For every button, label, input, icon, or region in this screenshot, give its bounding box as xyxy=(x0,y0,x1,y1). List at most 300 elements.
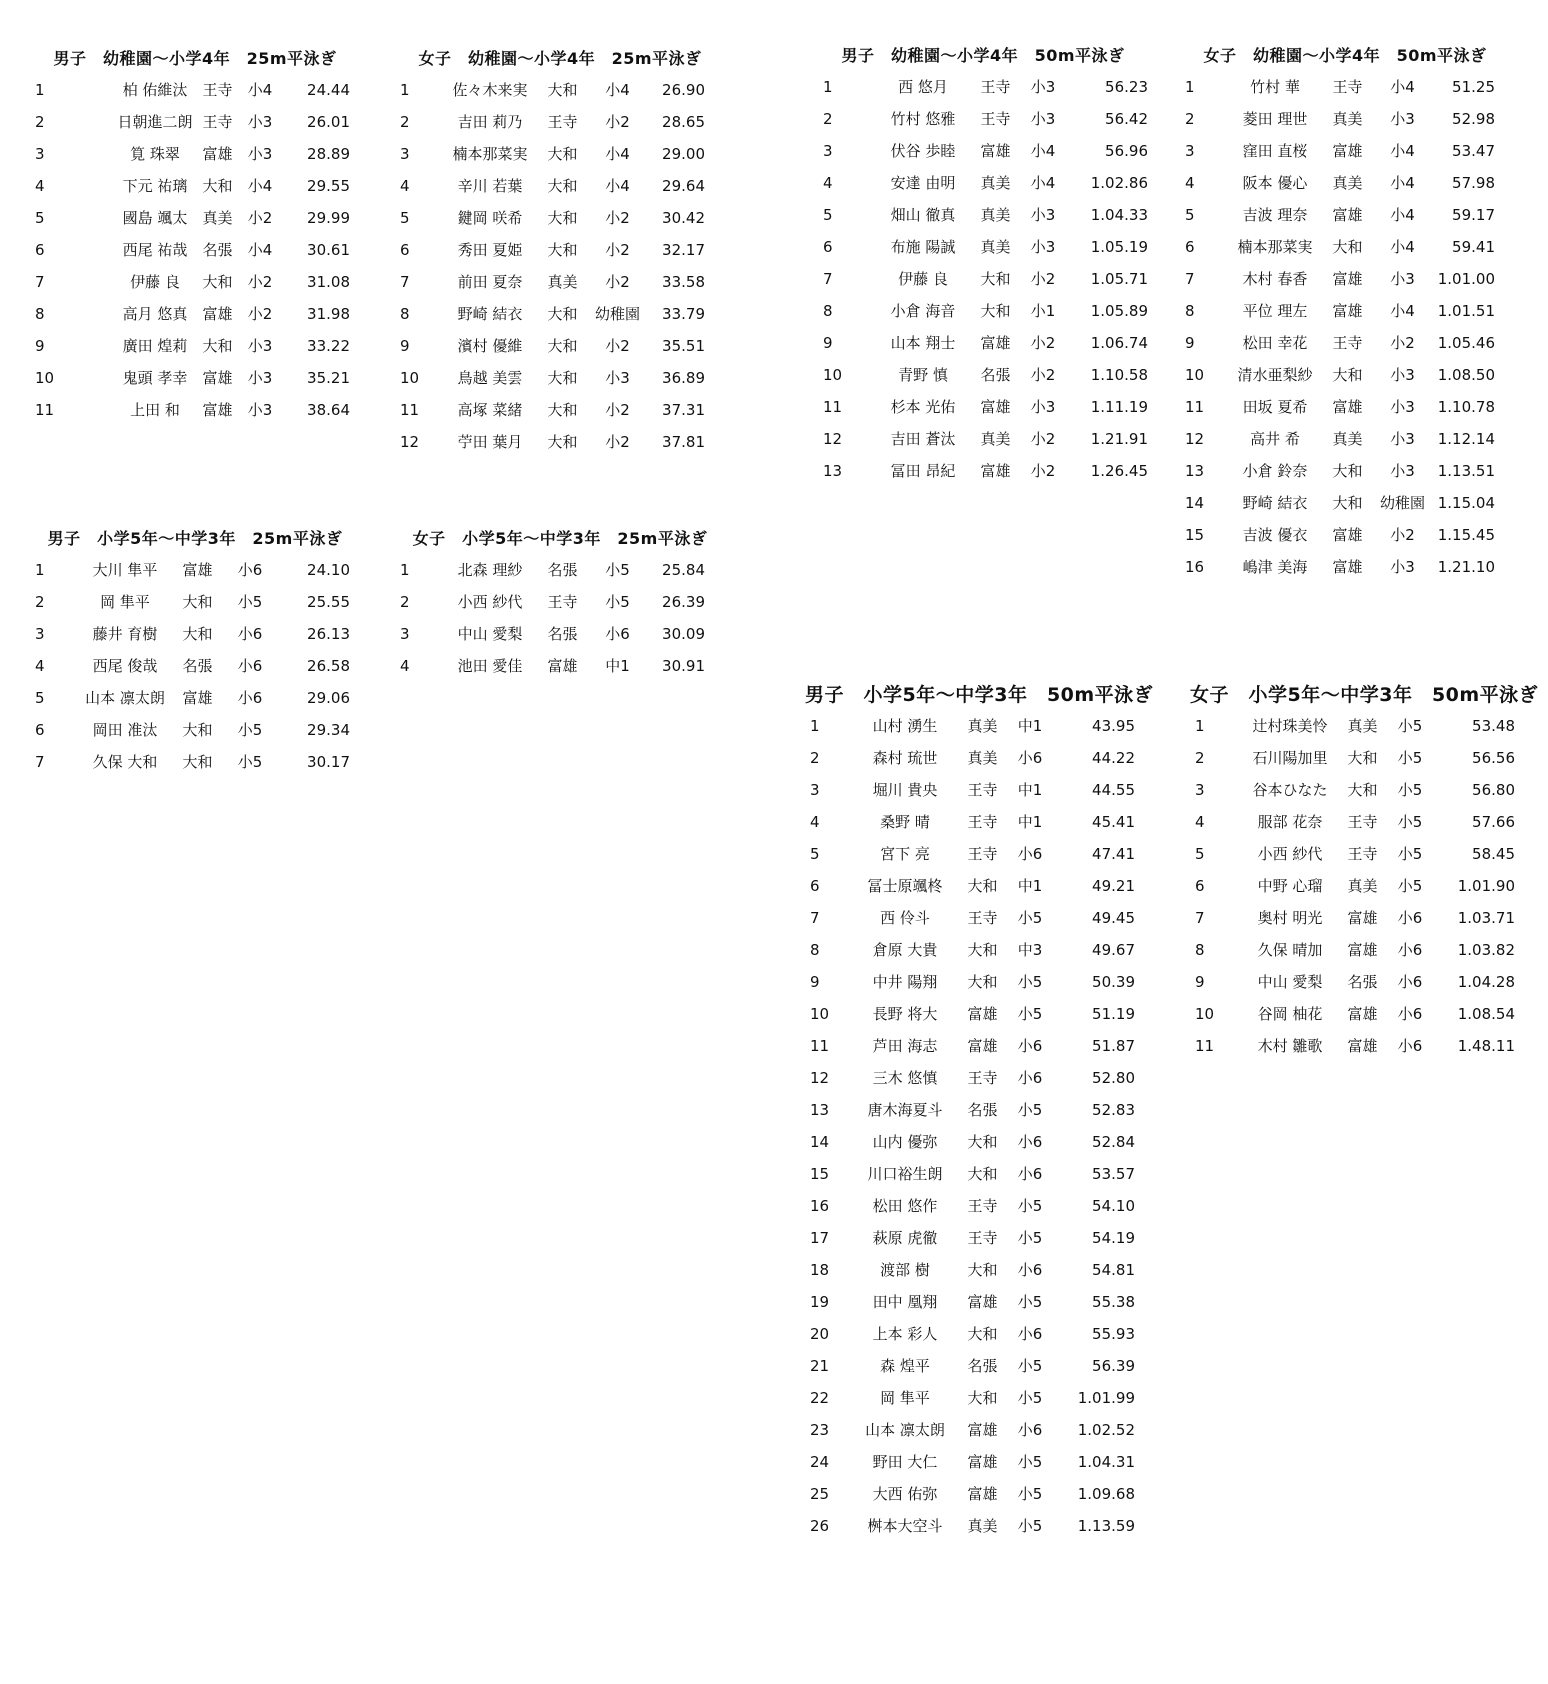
result-time: 29.64 xyxy=(662,177,705,195)
swimmer-name: 谷岡 柚花 xyxy=(1257,1005,1323,1023)
table-row xyxy=(818,455,1148,487)
rank-cell: 15 xyxy=(1185,526,1205,544)
team-name: 大和 xyxy=(182,721,213,739)
table-row xyxy=(805,1446,1135,1478)
result-time: 37.31 xyxy=(662,401,705,419)
result-time: 1.15.45 xyxy=(1437,526,1495,544)
table-row xyxy=(30,202,360,234)
table-row xyxy=(30,138,360,170)
result-time: 25.84 xyxy=(662,561,705,579)
team-name: 真美 xyxy=(980,238,1011,256)
rank-cell: 26 xyxy=(810,1517,830,1535)
table-row xyxy=(805,1286,1135,1318)
result-time: 36.89 xyxy=(662,369,705,387)
result-time: 31.98 xyxy=(307,305,350,323)
swimmer-name: 阪本 優心 xyxy=(1242,174,1308,192)
table-row xyxy=(818,263,1148,295)
swimmer-name: 伏谷 歩睦 xyxy=(890,142,956,160)
swimmer-name: 西 悠月 xyxy=(898,78,948,96)
team-name: 王寺 xyxy=(967,781,998,799)
team-name: 名張 xyxy=(967,1101,998,1119)
team-name: 王寺 xyxy=(1332,78,1363,96)
rank-cell: 5 xyxy=(810,845,820,863)
rank-cell: 9 xyxy=(1185,334,1195,352)
grade-cell: 小5 xyxy=(1017,1197,1043,1215)
swimmer-name: 小倉 鈴奈 xyxy=(1242,462,1308,480)
results-table-girls-k4-50m xyxy=(1180,41,1510,583)
result-time: 53.57 xyxy=(1092,1165,1135,1183)
result-time: 29.00 xyxy=(662,145,705,163)
grade-cell: 小6 xyxy=(1397,1005,1423,1023)
table-row xyxy=(30,714,360,746)
results-table-girls-5j3-50m xyxy=(1190,680,1539,1062)
result-time: 32.17 xyxy=(662,241,705,259)
swimmer-name: 小西 紗代 xyxy=(457,593,523,611)
result-time: 30.42 xyxy=(662,209,705,227)
result-time: 52.83 xyxy=(1092,1101,1135,1119)
result-time: 56.23 xyxy=(1105,78,1148,96)
grade-cell: 小6 xyxy=(1397,1037,1423,1055)
swimmer-name: 安達 由明 xyxy=(890,174,956,192)
table-row xyxy=(805,902,1135,934)
swimmer-name: 大西 佑弥 xyxy=(872,1485,938,1503)
grade-cell: 小2 xyxy=(1030,366,1056,384)
swimmer-name: 筧 珠翠 xyxy=(130,145,180,163)
result-time: 1.02.86 xyxy=(1090,174,1148,192)
swimmer-name: 堀川 貴央 xyxy=(872,781,938,799)
table-row xyxy=(805,774,1135,806)
table-row xyxy=(805,1318,1135,1350)
grade-cell: 小6 xyxy=(237,689,263,707)
table-row xyxy=(30,746,360,778)
result-time: 1.04.31 xyxy=(1077,1453,1135,1471)
grade-cell: 中1 xyxy=(1017,781,1043,799)
result-time: 52.84 xyxy=(1092,1133,1135,1151)
team-name: 大和 xyxy=(967,1165,998,1183)
grade-cell: 小2 xyxy=(605,113,630,131)
result-time: 45.41 xyxy=(1092,813,1135,831)
grade-cell: 小4 xyxy=(247,177,273,195)
swimmer-name: 青野 慎 xyxy=(898,366,948,384)
result-time: 33.58 xyxy=(662,273,705,291)
results-table-girls-k4-25m xyxy=(395,44,725,458)
grade-cell: 小6 xyxy=(1397,941,1423,959)
table-rows xyxy=(30,74,360,426)
swimmer-name: 冨士原颯柊 xyxy=(867,877,943,895)
team-name: 大和 xyxy=(182,753,213,771)
table-row xyxy=(1180,231,1510,263)
rank-cell: 5 xyxy=(35,209,45,227)
grade-cell: 小5 xyxy=(1017,1357,1043,1375)
result-time: 30.91 xyxy=(662,657,705,675)
team-name: 大和 xyxy=(202,177,233,195)
swimmer-name: 畑山 徹真 xyxy=(890,206,956,224)
result-time: 54.10 xyxy=(1092,1197,1135,1215)
result-time: 52.98 xyxy=(1452,110,1495,128)
team-name: 名張 xyxy=(980,366,1011,384)
result-time: 59.41 xyxy=(1452,238,1495,256)
table-row xyxy=(805,1190,1135,1222)
swimmer-name: 菱田 理世 xyxy=(1242,110,1308,128)
swimmer-name: 濱村 優維 xyxy=(457,337,523,355)
table-row xyxy=(805,998,1135,1030)
swimmer-name: 伊藤 良 xyxy=(898,270,948,288)
swimmer-name: 竹村 華 xyxy=(1250,78,1300,96)
grade-cell: 小4 xyxy=(1390,78,1415,96)
table-rows xyxy=(1180,71,1510,583)
table-row xyxy=(30,298,360,330)
table-row xyxy=(395,106,725,138)
table-row xyxy=(818,103,1148,135)
swimmer-name: 清水亜梨紗 xyxy=(1237,366,1313,384)
swimmer-name: 竹村 悠雅 xyxy=(890,110,956,128)
rank-cell: 9 xyxy=(810,973,820,991)
grade-cell: 小3 xyxy=(247,145,273,163)
table-row xyxy=(30,266,360,298)
table-row xyxy=(805,1254,1135,1286)
team-name: 王寺 xyxy=(1332,334,1363,352)
rank-cell: 4 xyxy=(823,174,833,192)
team-name: 真美 xyxy=(547,273,578,291)
grade-cell: 小5 xyxy=(1017,1229,1043,1247)
table-row xyxy=(818,135,1148,167)
grade-cell: 小6 xyxy=(1017,749,1043,767)
table-row xyxy=(805,1510,1135,1542)
table-row xyxy=(1180,455,1510,487)
team-name: 王寺 xyxy=(967,1229,998,1247)
result-time: 1.02.52 xyxy=(1077,1421,1135,1439)
table-rows xyxy=(818,71,1148,487)
table-row xyxy=(30,106,360,138)
result-time: 1.13.51 xyxy=(1437,462,1495,480)
swimmer-name: 大川 隼平 xyxy=(92,561,158,579)
table-row xyxy=(1180,519,1510,551)
swimmer-name: 平位 理左 xyxy=(1242,302,1308,320)
grade-cell: 中1 xyxy=(1017,717,1043,735)
table-title: 女子 小学5年〜中学3年 25m平泳ぎ xyxy=(412,529,708,548)
swimmer-name: 岡 隼平 xyxy=(880,1389,930,1407)
table-row xyxy=(818,231,1148,263)
swimmer-name: 木村 春香 xyxy=(1242,270,1308,288)
swimmer-name: 岡田 准汰 xyxy=(92,721,158,739)
result-time: 29.34 xyxy=(307,721,350,739)
team-name: 大和 xyxy=(547,337,578,355)
result-time: 1.05.89 xyxy=(1090,302,1148,320)
rank-cell: 2 xyxy=(35,593,45,611)
rank-cell: 9 xyxy=(1195,973,1205,991)
table-row xyxy=(1190,806,1520,838)
team-name: 富雄 xyxy=(547,657,578,675)
grade-cell: 小5 xyxy=(1397,845,1423,863)
table-row xyxy=(818,295,1148,327)
team-name: 王寺 xyxy=(980,110,1011,128)
grade-cell: 小4 xyxy=(1390,142,1415,160)
swimmer-name: 高月 悠真 xyxy=(122,305,188,323)
table-title: 女子 小学5年〜中学3年 50m平泳ぎ xyxy=(1190,684,1539,706)
rank-cell: 1 xyxy=(35,81,45,99)
table-row xyxy=(805,1126,1135,1158)
table-row xyxy=(1190,966,1520,998)
team-name: 富雄 xyxy=(980,142,1011,160)
rank-cell: 14 xyxy=(1185,494,1205,512)
team-name: 大和 xyxy=(547,305,578,323)
rank-cell: 3 xyxy=(35,145,45,163)
grade-cell: 小2 xyxy=(605,401,630,419)
table-row xyxy=(805,1222,1135,1254)
team-name: 富雄 xyxy=(967,1293,998,1311)
swimmer-name: 藤井 育樹 xyxy=(92,625,158,643)
result-time: 1.13.59 xyxy=(1077,1517,1135,1535)
result-time: 30.17 xyxy=(307,753,350,771)
swimmer-name: 前田 夏奈 xyxy=(457,273,523,291)
grade-cell: 小6 xyxy=(1017,1133,1043,1151)
grade-cell: 小6 xyxy=(1017,1421,1043,1439)
rank-cell: 7 xyxy=(35,753,45,771)
rank-cell: 7 xyxy=(35,273,45,291)
rank-cell: 10 xyxy=(823,366,843,384)
rank-cell: 5 xyxy=(35,689,45,707)
team-name: 富雄 xyxy=(1332,302,1363,320)
rank-cell: 6 xyxy=(35,241,45,259)
swimmer-name: 鬼頭 孝幸 xyxy=(122,369,188,387)
grade-cell: 小3 xyxy=(1030,398,1056,416)
rank-cell: 20 xyxy=(810,1325,830,1343)
rank-cell: 11 xyxy=(823,398,843,416)
result-time: 1.08.54 xyxy=(1457,1005,1515,1023)
rank-cell: 10 xyxy=(1195,1005,1215,1023)
rank-cell: 23 xyxy=(810,1421,830,1439)
swimmer-name: 杉本 光佑 xyxy=(890,398,956,416)
table-row xyxy=(805,1158,1135,1190)
swimmer-name: 芦田 海志 xyxy=(872,1037,938,1055)
grade-cell: 小2 xyxy=(605,241,630,259)
rank-cell: 22 xyxy=(810,1389,830,1407)
swimmer-name: 佐々木来実 xyxy=(452,81,528,99)
table-row xyxy=(805,1062,1135,1094)
rank-cell: 3 xyxy=(400,145,410,163)
rank-cell: 1 xyxy=(810,717,820,735)
swimmer-name: 吉田 莉乃 xyxy=(457,113,523,131)
result-time: 30.09 xyxy=(662,625,705,643)
result-time: 51.25 xyxy=(1452,78,1495,96)
table-row xyxy=(805,1094,1135,1126)
team-name: 富雄 xyxy=(967,1037,998,1055)
result-time: 29.55 xyxy=(307,177,350,195)
team-name: 真美 xyxy=(967,749,998,767)
table-title: 女子 幼稚園〜小学4年 25m平泳ぎ xyxy=(418,49,702,68)
team-name: 富雄 xyxy=(182,561,213,579)
table-row xyxy=(805,1414,1135,1446)
result-time: 51.87 xyxy=(1092,1037,1135,1055)
grade-cell: 小2 xyxy=(1030,334,1056,352)
swimmer-name: 吉波 理奈 xyxy=(1242,206,1308,224)
team-name: 大和 xyxy=(547,177,578,195)
rank-cell: 3 xyxy=(823,142,833,160)
grade-cell: 幼稚園 xyxy=(1379,494,1425,512)
grade-cell: 小6 xyxy=(237,657,263,675)
rank-cell: 11 xyxy=(35,401,55,419)
grade-cell: 小3 xyxy=(1390,270,1415,288)
swimmer-name: 山村 湧生 xyxy=(872,717,938,735)
rank-cell: 19 xyxy=(810,1293,830,1311)
grade-cell: 小6 xyxy=(1397,909,1423,927)
rank-cell: 10 xyxy=(400,369,420,387)
grade-cell: 小5 xyxy=(1017,973,1043,991)
swimmer-name: 長野 将大 xyxy=(872,1005,938,1023)
team-name: 王寺 xyxy=(1347,813,1378,831)
table-row xyxy=(1180,71,1510,103)
team-name: 名張 xyxy=(967,1357,998,1375)
rank-cell: 11 xyxy=(1195,1037,1215,1055)
team-name: 王寺 xyxy=(967,845,998,863)
swimmer-name: 池田 愛佳 xyxy=(457,657,523,675)
rank-cell: 12 xyxy=(810,1069,830,1087)
swimmer-name: 鳥越 美雲 xyxy=(457,369,523,387)
rank-cell: 5 xyxy=(1195,845,1205,863)
team-name: 大和 xyxy=(1347,749,1378,767)
grade-cell: 小6 xyxy=(1397,973,1423,991)
team-name: 富雄 xyxy=(1347,1037,1378,1055)
result-time: 29.99 xyxy=(307,209,350,227)
team-name: 真美 xyxy=(967,1517,998,1535)
results-table-boys-5j3-25m xyxy=(30,524,360,778)
table-row xyxy=(30,170,360,202)
rank-cell: 10 xyxy=(810,1005,830,1023)
table-row xyxy=(1180,167,1510,199)
team-name: 真美 xyxy=(1332,430,1363,448)
team-name: 大和 xyxy=(1332,238,1363,256)
result-time: 54.81 xyxy=(1092,1261,1135,1279)
result-time: 29.06 xyxy=(307,689,350,707)
grade-cell: 小3 xyxy=(247,401,273,419)
team-name: 大和 xyxy=(182,593,213,611)
table-row xyxy=(1180,135,1510,167)
result-time: 57.66 xyxy=(1472,813,1515,831)
table-row xyxy=(1180,263,1510,295)
table-rows xyxy=(30,554,360,778)
table-row xyxy=(1190,870,1520,902)
grade-cell: 小4 xyxy=(1030,142,1056,160)
team-name: 名張 xyxy=(182,657,213,675)
rank-cell: 16 xyxy=(810,1197,830,1215)
grade-cell: 中1 xyxy=(1017,813,1043,831)
rank-cell: 9 xyxy=(823,334,833,352)
swimmer-name: 辻村珠美怜 xyxy=(1252,717,1328,735)
rank-cell: 2 xyxy=(810,749,820,767)
grade-cell: 小5 xyxy=(237,593,263,611)
rank-cell: 6 xyxy=(35,721,45,739)
table-row xyxy=(818,327,1148,359)
grade-cell: 小2 xyxy=(605,273,630,291)
swimmer-name: 廣田 煌莉 xyxy=(122,337,188,355)
swimmer-name: 野田 大仁 xyxy=(872,1453,938,1471)
rank-cell: 3 xyxy=(400,625,410,643)
table-title: 男子 小学5年〜中学3年 25m平泳ぎ xyxy=(47,529,343,548)
rank-cell: 4 xyxy=(1195,813,1205,831)
swimmer-name: 木村 雛歌 xyxy=(1257,1037,1323,1055)
grade-cell: 小5 xyxy=(237,721,263,739)
team-name: 真美 xyxy=(967,717,998,735)
grade-cell: 小3 xyxy=(1390,398,1415,416)
grade-cell: 小3 xyxy=(1390,430,1415,448)
rank-cell: 21 xyxy=(810,1357,830,1375)
result-time: 1.05.71 xyxy=(1090,270,1148,288)
team-name: 富雄 xyxy=(1332,142,1363,160)
table-row xyxy=(395,234,725,266)
rank-cell: 1 xyxy=(400,561,410,579)
swimmer-name: 日朝進二朗 xyxy=(117,113,193,131)
team-name: 王寺 xyxy=(967,909,998,927)
table-row xyxy=(1180,103,1510,135)
team-name: 富雄 xyxy=(980,334,1011,352)
grade-cell: 小2 xyxy=(247,305,273,323)
swimmer-name: 田中 凰翔 xyxy=(872,1293,938,1311)
result-time: 1.48.11 xyxy=(1457,1037,1515,1055)
rank-cell: 8 xyxy=(823,302,833,320)
team-name: 王寺 xyxy=(547,593,578,611)
team-name: 大和 xyxy=(1347,781,1378,799)
grade-cell: 小6 xyxy=(1017,1037,1043,1055)
rank-cell: 4 xyxy=(400,177,410,195)
results-table-girls-5j3-25m xyxy=(395,524,725,682)
result-time: 57.98 xyxy=(1452,174,1495,192)
table-rows xyxy=(805,710,1135,1542)
swimmer-name: 三木 悠慎 xyxy=(872,1069,938,1087)
table-title: 男子 小学5年〜中学3年 50m平泳ぎ xyxy=(805,684,1154,706)
team-name: 富雄 xyxy=(182,689,213,707)
table-row xyxy=(395,554,725,586)
result-time: 25.55 xyxy=(307,593,350,611)
result-time: 24.44 xyxy=(307,81,350,99)
grade-cell: 幼稚園 xyxy=(594,305,640,323)
table-row xyxy=(395,650,725,682)
grade-cell: 小2 xyxy=(1030,462,1056,480)
team-name: 名張 xyxy=(547,561,578,579)
rank-cell: 6 xyxy=(810,877,820,895)
team-name: 大和 xyxy=(547,81,578,99)
swimmer-name: 秀田 夏姫 xyxy=(457,241,523,259)
team-name: 大和 xyxy=(967,1389,998,1407)
result-time: 1.26.45 xyxy=(1090,462,1148,480)
table-row xyxy=(805,1030,1135,1062)
rank-cell: 5 xyxy=(823,206,833,224)
team-name: 富雄 xyxy=(1332,206,1363,224)
team-name: 富雄 xyxy=(1347,1005,1378,1023)
result-time: 33.22 xyxy=(307,337,350,355)
swimmer-name: 下元 祐璃 xyxy=(122,177,188,195)
team-name: 富雄 xyxy=(1347,909,1378,927)
result-time: 44.22 xyxy=(1092,749,1135,767)
rank-cell: 15 xyxy=(810,1165,830,1183)
result-time: 1.12.14 xyxy=(1437,430,1495,448)
swimmer-name: 松田 幸花 xyxy=(1242,334,1308,352)
swimmer-name: 山本 凛太朗 xyxy=(865,1421,945,1439)
table-row xyxy=(805,838,1135,870)
team-name: 大和 xyxy=(547,433,578,451)
grade-cell: 小2 xyxy=(605,337,630,355)
swimmer-name: 苧田 葉月 xyxy=(457,433,523,451)
grade-cell: 小4 xyxy=(1030,174,1056,192)
table-title: 男子 幼稚園〜小学4年 50m平泳ぎ xyxy=(841,46,1125,65)
rank-cell: 13 xyxy=(823,462,843,480)
team-name: 王寺 xyxy=(967,1197,998,1215)
result-time: 1.03.82 xyxy=(1457,941,1515,959)
team-name: 大和 xyxy=(1332,366,1363,384)
team-name: 大和 xyxy=(547,369,578,387)
rank-cell: 7 xyxy=(810,909,820,927)
team-name: 名張 xyxy=(547,625,578,643)
table-row xyxy=(1190,902,1520,934)
